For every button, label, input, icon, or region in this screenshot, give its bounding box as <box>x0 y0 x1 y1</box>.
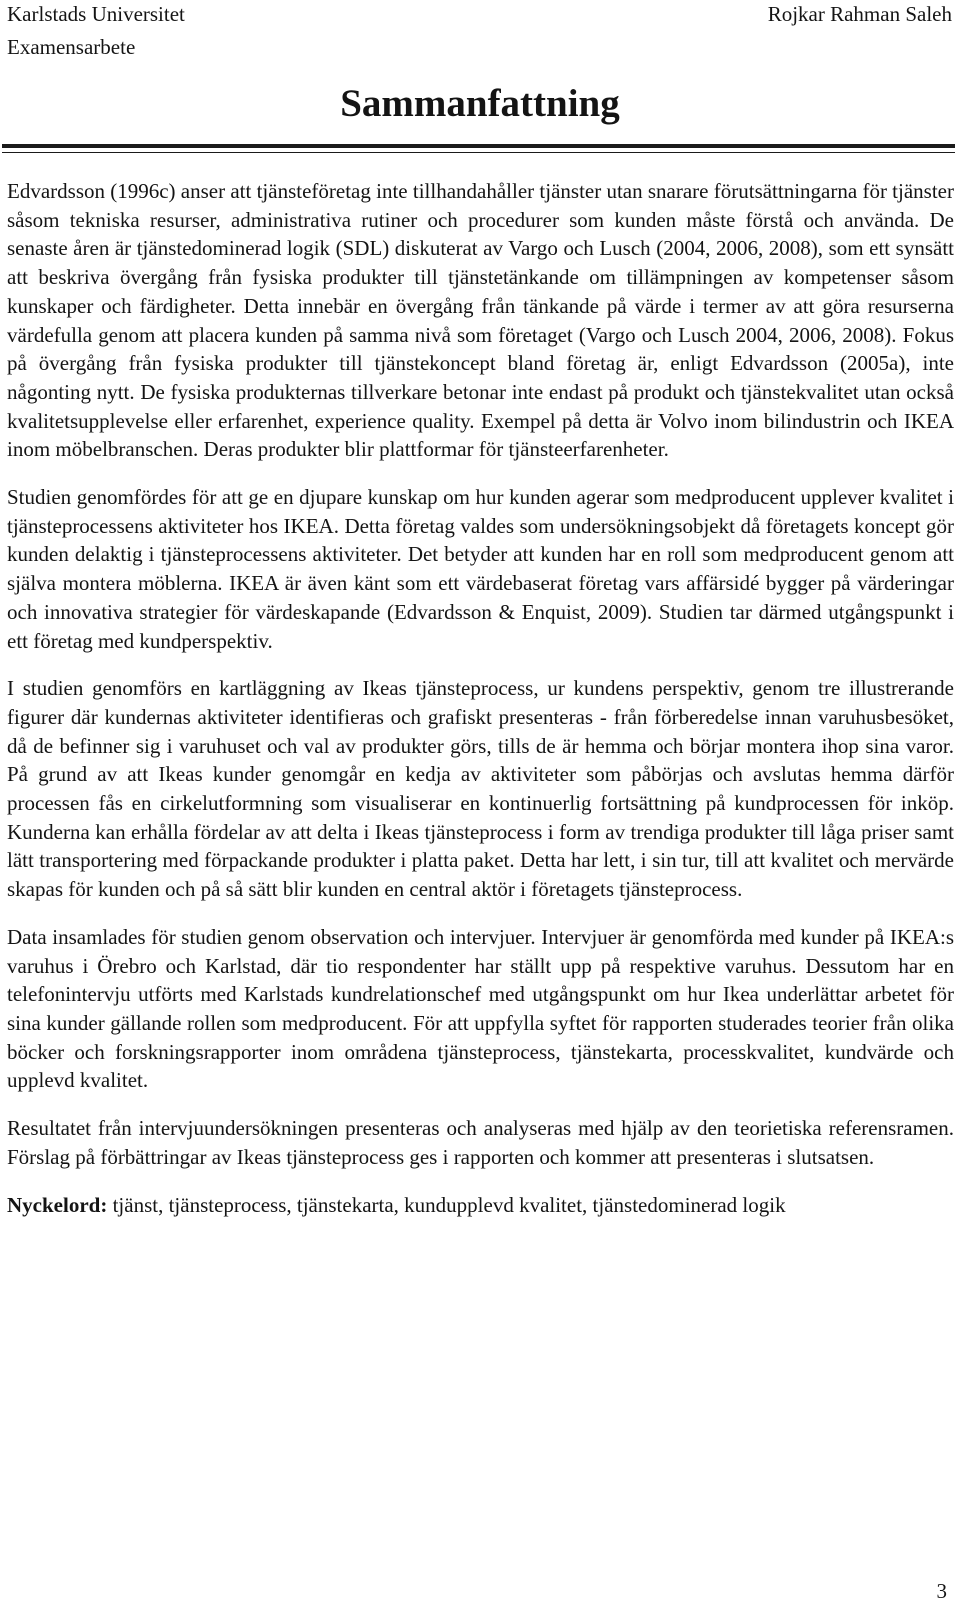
header-right <box>768 0 952 31</box>
document-type: Examensarbete <box>7 35 136 59</box>
university-name: Karlstads Universitet <box>7 2 185 26</box>
paragraph-5: Resultatet från intervjuundersökningen presenteras och analyseras med hjälp av den teorietiska referensramen. Förslag på förbättringar av Ikeas tjänsteprocess ges i rapporten och kommer att presenteras i slutsatsen. <box>7 1116 954 1169</box>
paragraph-1: Edvardsson (1996c) anser att tjänsteföretag inte tillhandahåller tjänster utan snarare förutsättningarna för tjänster såsom tekniska resurser, administrativa rutiner och procedurer som kunden måste förstå och använda. De senaste åren är tjänstedominerad logik (SDL) diskuterat av Vargo och Lusch (2004, 2006, 2008), som ett synsätt att beskriva övergång från fysiska produkter till tjänstetänkande om tillämpningen av kompetenser såsom kunskaper och färdigheter. Detta innebär en övergång från tänkande på värde i termer av att göra resurserna värdefulla genom att placera kunden på samma nivå som företaget (Vargo och Lusch 2004, 2006, 2008). Fokus på övergång från fysiska produkter till tjänstekoncept bland företag är, enligt Edvardsson (2005a), inte någonting nytt. De fysiska produkternas tillverkare betonar inte endast på produkt och tjänstekvalitet utan också kvalitetsupplevelse eller erfarenhet, experience quality. Exempel på detta är Volvo inom bilindustrin och IKEA inom möbelbranschen. Deras produkter blir plattformar för tjänsteerfarenheter. <box>7 179 954 462</box>
page-title: Sammanfattning <box>340 82 620 125</box>
page-number: 3 <box>936 1579 947 1603</box>
paragraph-4: Data insamlades för studien genom observation och intervjuer. Intervjuer är genomförda med kunder på IKEA:s varuhus i Örebro och Karlstad, där tio respondenter har ställt upp på respektive varuhus. Dessutom har en telefonintervju utförts med Karlstads kundrelationschef med utgångspunkt om hur Ikea underlättar arbetet för sina kunder gällande rollen som medproducent. För att uppfylla syftet för rapporten studerades teorier från olika böcker och forskningsrapporter inom områdena tjänsteprocess, tjänstekarta, processkvalitet, kundvärde och upplevd kvalitet. <box>7 924 954 1093</box>
keywords-text: tjänst, tjänsteprocess, tjänstekarta, kundupplevd kvalitet, tjänstedominerad logik <box>112 1192 786 1217</box>
title-rule-thick <box>2 144 955 148</box>
header-left <box>7 0 185 64</box>
paragraph-3: I studien genomförs en kartläggning av Ikeas tjänsteprocess, ur kundens perspektiv, genom tre illustrerande figurer där kundernas aktiviteter identifieras och grafiskt presenteras - från förberedelse innan varuhusbesöket, då de befinner sig i varuhuset och val av produkter görs, tills de är hemma och börjar montera ihop sina varor. På grund av att Ikeas kunder genomgår en kedja av aktiviteter som påbörjas och avslutas hemma därför processen fås en cirkelutformning som visualiserar en kontinuerlig fortsättning på kundprocessen för inköp. Kunderna kan erhålla fördelar av att delta i Ikeas tjänsteprocess i form av trendiga produkter till låga priser samt lätt transportering med förpackande produkter i platta paket. Detta har lett, i sin tur, till att kvalitet och mervärde skapas för kunden och på så sätt blir kunden en central aktör i företagets tjänsteprocess. <box>7 676 954 902</box>
paragraph-2: Studien genomfördes för att ge en djupare kunskap om hur kunden agerar som medproducent upplever kvalitet i tjänsteprocessens aktiviteter hos IKEA. Detta företag valdes som undersökningsobjekt då företagets koncept gör kunden delaktig i tjänsteprocessens aktiviteter. Det betyder att kunden har en roll som medproducent genom att själva montera möblerna. IKEA är även känt som ett värdebaserat företag vars affärsidé bygger på värderingar och innovativa strategier för värdeskapande (Edvardsson & Enquist, 2009). Studien tar därmed utgångspunkt i ett företag med kundperspektiv. <box>7 485 954 653</box>
author-name: Rojkar Rahman Saleh <box>767 2 952 26</box>
abstract-body <box>7 177 954 1238</box>
keywords-label: Nyckelord: <box>7 1192 108 1217</box>
title-rule-thin <box>2 152 955 153</box>
keywords-line <box>7 1191 954 1220</box>
